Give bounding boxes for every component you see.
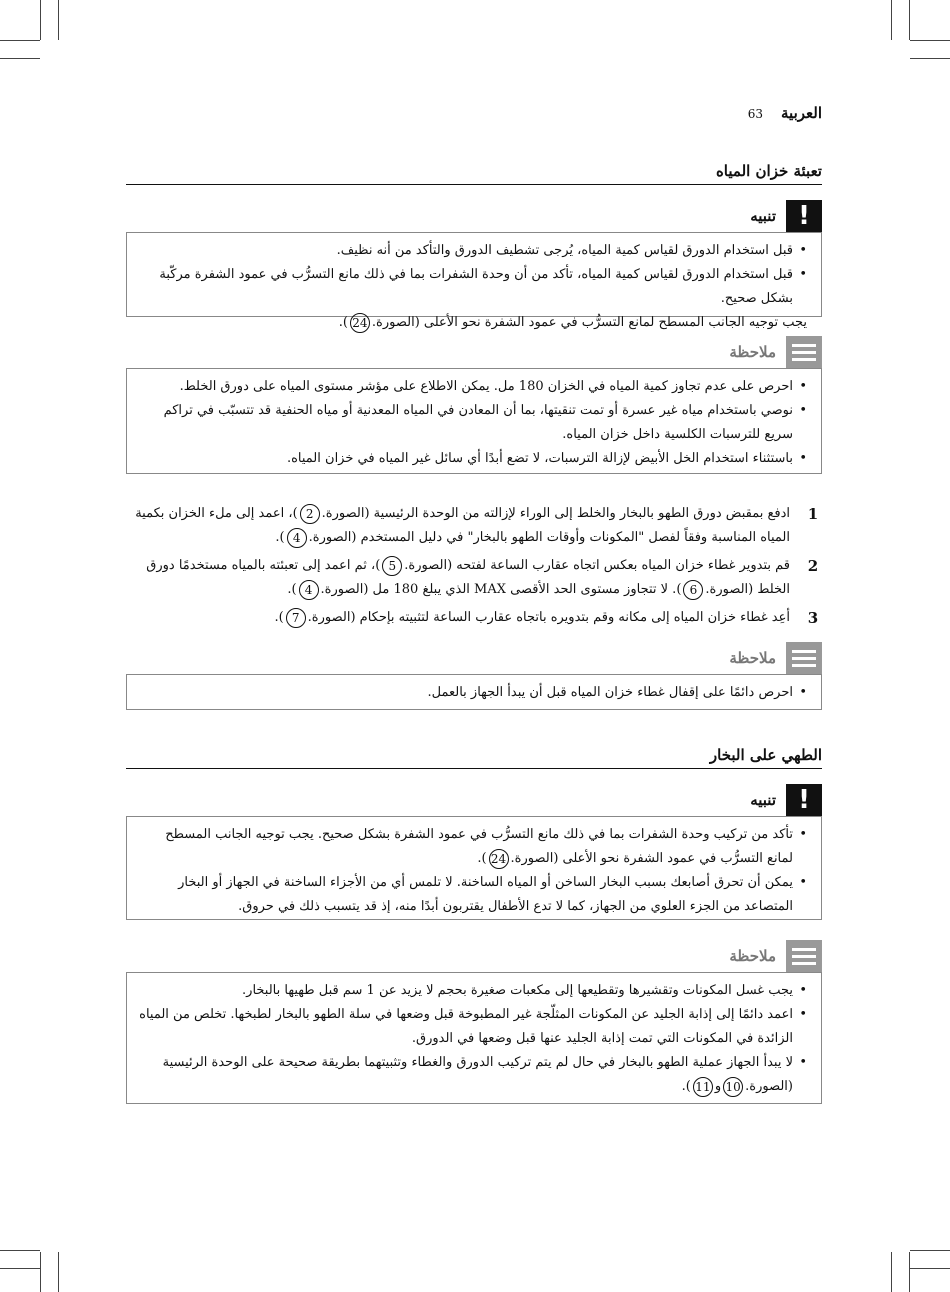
caution-header — [750, 784, 822, 816]
step-text — [126, 606, 790, 630]
crop-mark — [891, 1252, 892, 1292]
caution-header — [750, 200, 822, 232]
crop-mark — [58, 1252, 59, 1292]
note-header — [729, 642, 822, 674]
note-box — [126, 972, 822, 1104]
figure-ref: 4 — [299, 580, 319, 600]
figure-ref: 7 — [286, 608, 306, 628]
caution-box — [126, 816, 822, 920]
step — [126, 606, 822, 630]
note-label: ملاحظة — [729, 947, 776, 965]
step-text-part: ). لا تتجاوز مستوى الحد الأقصى MAX الذي يبلغ 180 مل (الصورة. — [320, 582, 682, 597]
caution-icon: ! — [786, 784, 822, 816]
step-number: 2 — [807, 557, 819, 575]
step-number: 1 — [807, 505, 819, 523]
caution-label: تنبيه — [750, 207, 776, 225]
page-header — [748, 104, 822, 122]
page-number: 63 — [747, 107, 763, 121]
note-icon — [786, 940, 822, 972]
list-item: • اعمد دائمًا إلى إذابة الجليد عن المكونات المثلّجة غير المطبوخة قبل وضعها في سلة الطهو بالبخار لطبخها. تخلص من المياه الزائدة في المكونات التي تمت إذابة الجليد عنها قبل وضعها في الدورق. — [139, 1003, 793, 1051]
list-item: • نوصي باستخدام مياه غير عسرة أو تمت تنقيتها، بما أن المعادن في المياه المعدنية أو مياه الحنفية قد تتسبّب في تراكم سريع للترسبات الكلسية داخل خزان المياه. — [139, 399, 793, 447]
figure-ref: 24 — [350, 313, 370, 333]
crop-mark — [0, 1250, 40, 1251]
closing-text: ). — [477, 851, 487, 866]
page-language: العربية — [781, 104, 822, 122]
figure-ref: 11 — [693, 1077, 713, 1097]
caution-line — [139, 311, 807, 335]
crop-mark — [910, 1268, 950, 1269]
steps-list — [126, 502, 822, 634]
crop-mark — [0, 58, 40, 59]
step-text-part: ادفع بمقبض دورق الطهو بالبخار والخلط إلى الوراء لإزالته من الوحدة الرئيسية (الصورة. — [321, 506, 790, 521]
note-label: ملاحظة — [729, 343, 776, 361]
crop-mark — [0, 40, 40, 41]
step-text-part: ). — [287, 582, 297, 597]
list-item: • يمكن أن تحرق أصابعك بسبب البخار الساخن أو المياه الساخنة. لا تلمس أي من الأجزاء الساخنة في الجهاز أو البخار المتصاعد من الجزء العلوي من الجهاز، كما لا تدع الأطفال يقتربون أبدًا منه، إذ قد يتسبب ذلك في حروق. — [139, 871, 793, 919]
note-icon — [786, 336, 822, 368]
step — [126, 554, 822, 602]
step-text — [126, 554, 790, 602]
crop-mark — [58, 0, 59, 40]
note-icon — [786, 642, 822, 674]
closing-text: ). — [338, 315, 348, 330]
crop-mark — [40, 0, 41, 40]
crop-mark — [891, 0, 892, 40]
conjunction: و — [714, 1079, 722, 1094]
note-box — [126, 368, 822, 474]
note-header — [729, 336, 822, 368]
list-item: • قبل استخدام الدورق لقياس كمية المياه، يُرجى تشطيف الدورق والتأكد من أنه نظيف. — [139, 239, 793, 263]
figure-ref: 5 — [382, 556, 402, 576]
section-title-steam-cooking: الطهي على البخار — [126, 746, 822, 769]
step-text-part: أعِد غطاء خزان المياه إلى مكانه وقم بتدويره باتجاه عقارب الساعة لتثبيته بإحكام (الصورة. — [307, 610, 790, 625]
caution-line-text: يجب توجيه الجانب المسطح لمانع التسرُّب في عمود الشفرة نحو الأعلى (الصورة. — [371, 315, 807, 330]
step-text — [126, 502, 790, 550]
list-item-text: لا يبدأ الجهاز عملية الطهو بالبخار في حال لم يتم تركيب الدورق والغطاء وتثبيتهما بطريقة صحيحة على الوحدة الرئيسية (الصورة. — [162, 1055, 793, 1094]
figure-ref: 24 — [489, 849, 509, 869]
note-box — [126, 674, 822, 710]
list-item: • يجب غسل المكونات وتقشيرها وتقطيعها إلى مكعبات صغيرة بحجم لا يزيد عن 1 سم قبل طهيها بالبخار. — [139, 979, 793, 1003]
crop-mark — [910, 58, 950, 59]
step-text-part: ). — [275, 530, 285, 545]
crop-mark — [910, 1250, 950, 1251]
section-title-fill-water-tank: تعبئة خزان المياه — [126, 162, 822, 185]
step-text-part: ). — [274, 610, 284, 625]
crop-mark — [40, 1252, 41, 1292]
step-text-part: )، اعمد إلى ملء الخزان بكمية المياه المناسبة وفقاً لفصل "المكونات وأوقات الطهو بالبخار" في دليل المستخدم (الصورة. — [135, 506, 790, 545]
list-item — [139, 823, 793, 871]
list-item: • باستثناء استخدام الخل الأبيض لإزالة الترسبات، لا تضع أبدًا أي سائل غير المياه في خزان المياه. — [139, 447, 793, 471]
step-text-part: )، ثم اعمد إلى تعبئته بالمياه مستخدمًا دورق الخلط (الصورة. — [146, 558, 790, 597]
crop-mark — [0, 1268, 40, 1269]
crop-mark — [909, 0, 910, 40]
list-item-text: تأكد من تركيب وحدة الشفرات بما في ذلك مانع التسرُّب في عمود الشفرة بشكل صحيح. يجب توجيه الجانب المسطح لمانع التسرُّب في عمود الشفرة نحو الأعلى (الصورة. — [165, 827, 793, 866]
caution-box — [126, 232, 822, 330]
closing-text: ). — [681, 1079, 691, 1094]
list-item: • احرص على عدم تجاوز كمية المياه في الخزان 180 مل. يمكن الاطلاع على مؤشر مستوى المياه على دورق الخلط. — [139, 375, 793, 399]
list-item: • قبل استخدام الدورق لقياس كمية المياه، تأكد من أن وحدة الشفرات بما في ذلك مانع التسرُّب في عمود الشفرة مركّبة بشكل صحيح. — [139, 263, 793, 311]
list-item — [139, 1051, 793, 1099]
list-item: • احرص دائمًا على إقفال غطاء خزان المياه قبل أن يبدأ الجهاز بالعمل. — [139, 681, 793, 705]
note-label: ملاحظة — [729, 649, 776, 667]
step-text-part: قم بتدوير غطاء خزان المياه بعكس اتجاه عقارب الساعة لفتحه (الصورة. — [404, 558, 790, 573]
crop-mark — [910, 40, 950, 41]
figure-ref: 4 — [287, 528, 307, 548]
figure-ref: 6 — [683, 580, 703, 600]
caution-label: تنبيه — [750, 791, 776, 809]
step-number: 3 — [807, 609, 819, 627]
note-header — [729, 940, 822, 972]
figure-ref: 2 — [300, 504, 320, 524]
caution-icon: ! — [786, 200, 822, 232]
step — [126, 502, 822, 550]
crop-mark — [909, 1252, 910, 1292]
figure-ref: 10 — [723, 1077, 743, 1097]
